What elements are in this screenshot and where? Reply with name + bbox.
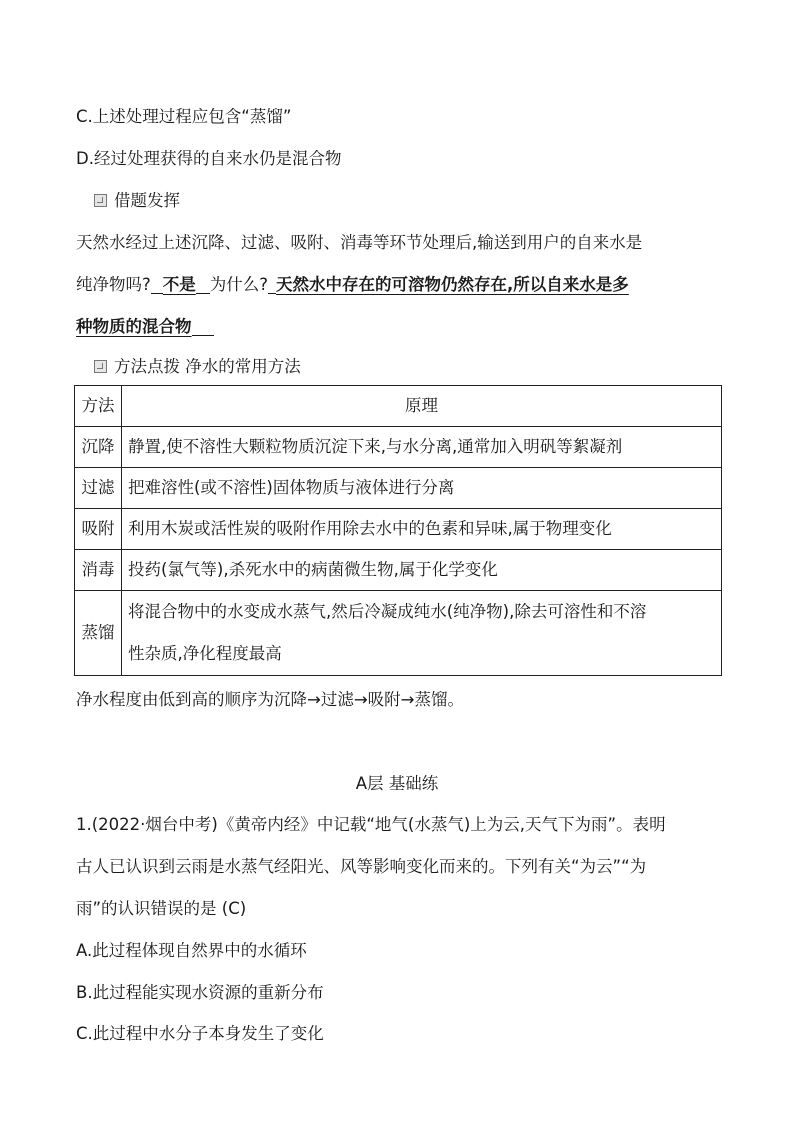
option-a: A.此过程体现自然界中的水循环 xyxy=(76,941,307,960)
table-row xyxy=(75,427,722,468)
principle-cell: 利用木炭或活性炭的吸附作用除去水中的色素和异味,属于物理变化 xyxy=(122,509,722,550)
blank-pad xyxy=(192,315,214,336)
tips-heading xyxy=(94,355,301,379)
blank-pad xyxy=(196,273,210,294)
extension-line-1: 天然水经过上述沉降、过滤、吸附、消毒等环节处理后,输送到用户的自来水是 xyxy=(76,233,643,252)
section-title: A层 基础练 xyxy=(355,774,439,793)
header-principle: 原理 xyxy=(122,386,722,427)
header-method: 方法 xyxy=(75,386,122,427)
table-row xyxy=(75,468,722,509)
question-1-line-3: 雨”的认识错误的是 (C) xyxy=(76,899,247,918)
question-prefix: 纯净物吗? xyxy=(76,275,151,294)
tag-icon xyxy=(94,360,107,373)
method-cell: 消毒 xyxy=(75,550,122,591)
answer-2-line-2: 种物质的混合物 xyxy=(76,317,192,336)
purification-summary: 净水程度由低到高的顺序为沉降→过滤→吸附→蒸馏。 xyxy=(76,690,464,709)
method-cell: 沉降 xyxy=(75,427,122,468)
principle-line-2: 性杂质,净化程度最高 xyxy=(128,644,282,663)
option-c: C.上述处理过程应包含“蒸馏” xyxy=(76,107,292,126)
table-row xyxy=(75,509,722,550)
blank-pad xyxy=(151,273,163,294)
method-cell: 过滤 xyxy=(75,468,122,509)
option-c: C.此过程中水分子本身发生了变化 xyxy=(76,1024,324,1043)
blank-pad xyxy=(268,273,276,294)
principle-line-1: 将混合物中的水变成水蒸气,然后冷凝成纯水(纯净物),除去可溶性和不溶 xyxy=(128,602,647,621)
extension-heading-text: 借题发挥 xyxy=(114,191,180,210)
table-header-row xyxy=(75,386,722,427)
principle-cell xyxy=(122,591,722,676)
method-cell: 蒸馏 xyxy=(75,591,122,676)
option-d: D.经过处理获得的自来水仍是混合物 xyxy=(76,149,342,168)
principle-cell: 静置,使不溶性大颗粒物质沉淀下来,与水分离,通常加入明矾等絮凝剂 xyxy=(122,427,722,468)
answer-1: 不是 xyxy=(162,275,196,294)
extension-heading xyxy=(94,189,180,213)
water-purification-table xyxy=(74,385,722,676)
table-row xyxy=(75,550,722,591)
question-1-line-1: 1.(2022·烟台中考)《黄帝内经》中记载“地气(水蒸气)上为云,天气下为雨”。表明 xyxy=(76,815,666,834)
answer-2-line-1: 天然水中存在的可溶物仍然存在,所以自来水是多 xyxy=(276,275,629,294)
principle-cell: 投药(氯气等),杀死水中的病菌微生物,属于化学变化 xyxy=(122,550,722,591)
extension-line-3 xyxy=(76,315,214,339)
extension-line-2 xyxy=(76,273,629,297)
option-b: B.此过程能实现水资源的重新分布 xyxy=(76,983,324,1002)
question-middle: 为什么? xyxy=(209,275,269,294)
question-1-line-2: 古人已认识到云雨是水蒸气经阳光、风等影响变化而来的。下列有关“为云”“为 xyxy=(76,857,647,876)
method-cell: 吸附 xyxy=(75,509,122,550)
principle-cell: 把难溶性(或不溶性)固体物质与液体进行分离 xyxy=(122,468,722,509)
tag-icon xyxy=(94,194,107,207)
table-row xyxy=(75,591,722,676)
tips-heading-text: 方法点拨 净水的常用方法 xyxy=(114,357,301,376)
